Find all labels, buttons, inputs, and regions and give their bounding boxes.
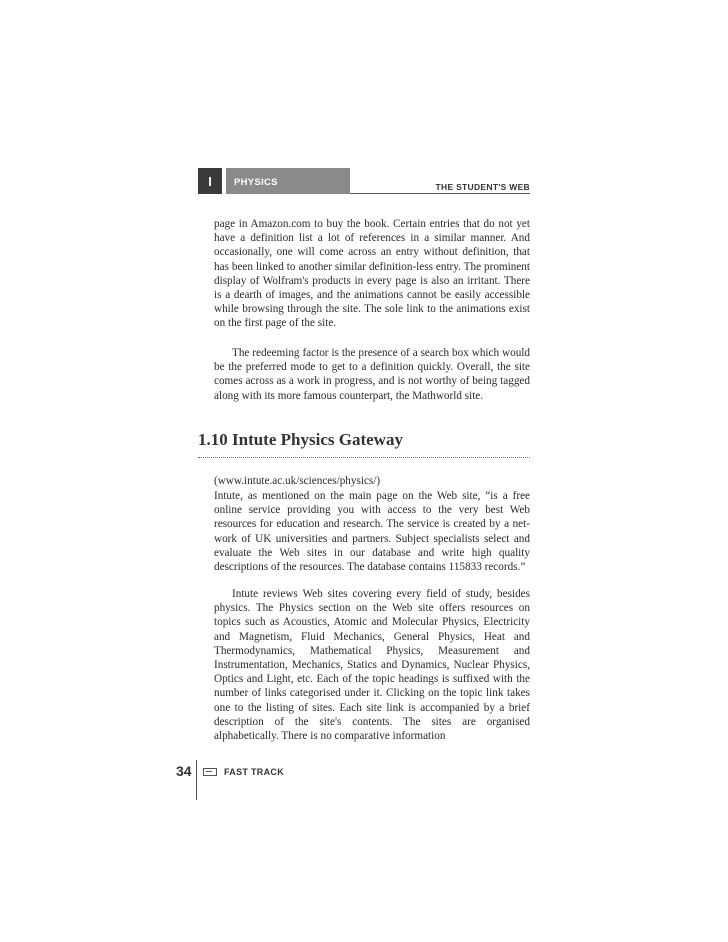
footer-label: FAST TRACK (224, 767, 284, 777)
section-heading: 1.10 Intute Physics Gateway (198, 430, 403, 449)
running-title: THE STUDENT'S WEB (435, 182, 530, 192)
body-paragraph-2: The redeeming factor is the presence of a search box which would be the preferred mode to get to a definition quickly. Overall, the site comes across as a work in progress, and is not worthy of being tagged along with its more famous counterpart, the Mathworld site. (214, 347, 530, 402)
section-tab: PHYSICS (226, 168, 350, 194)
chapter-number-tab: I (198, 168, 222, 194)
body-paragraph-4: Intute reviews Web sites covering every field of study, besides physics. The Physics section on the Web site offers resources on topics such as Acoustics, Atomic and Molecular Physics, Electricity and Magnetism, Fluid Mechanics, General Physics, Heat and Thermodynamics, Mathematical Physics, Measurement and Instrumentation, Mechanics, Statics and Dynamics, Nuclear Physics, Optics and Light, etc. Each of the topic headings is suffixed with the number of links categorised under it. Clicking on the topic link takes one to the listing of sites. Each site link is accompanied by a brief description of the site's contents. The sites are organised alphabetically. There is no comparative information (214, 588, 530, 743)
page-number: 34 (176, 763, 192, 779)
fast-track-icon (203, 768, 217, 776)
header-rule (350, 193, 530, 194)
body-paragraph-1: page in Amazon.com to buy the book. Certain entries that do not yet have a definition list a lot of references in a similar manner. And occasionally, one will come across an entry without definition, that has been linked to another similar definition-less entry. The prominent display of Wolfram's products in every page is also an irritant. There is a dearth of images, and the animations cannot be easily accessible while browsing through the site. The sole link to the animations exist on the first page of the site. (214, 218, 530, 330)
section-divider (198, 457, 530, 458)
footer-rule (196, 760, 197, 800)
section-url: (www.intute.ac.uk/sciences/physics/) (214, 475, 381, 487)
body-paragraph-3: Intute, as mentioned on the main page on the Web site, “is a free online service providing you with access to the very best Web resources for education and research. The service is created by a network of UK universities and partners. Subject specialists select and evaluate the Web sites in our database and write high quality descriptions of the resources. The database contains 115833 records.” (214, 490, 530, 574)
